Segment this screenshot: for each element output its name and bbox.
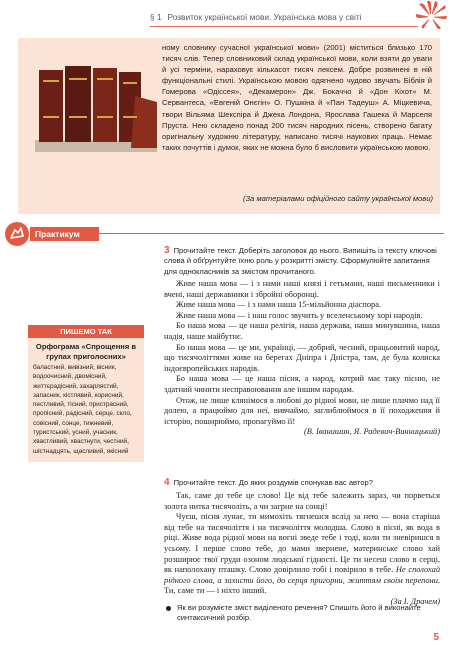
- task-instruction: Прочитайте текст. Доберіть заголовок до нього. Випишіть із тексту ключові слова й обґрунтуйте їхню роль у розкритті змісту. Сформулюйте запитання для однокласників за змістом прочитаного.: [164, 246, 437, 276]
- text-source: (За І. Драчем): [390, 596, 440, 606]
- text-4: [164, 491, 440, 608]
- spelling-box-title: ПИШЕМО ТАК: [28, 325, 144, 338]
- task-number: 3: [164, 245, 170, 256]
- spelling-box-words: баластний, вивізний, вісник, водоочисний, двомісний, життєрадісний, захарлястий, запасник, кістлявий, корисний, пестливий, тісний, пристрасний, пропісний, радісний, серце, скло, совісний, сонце, тижневий, туристський, усний, учасник, хвастливий, хвастнути, честний, шістнадцять, щасливий, якісний: [33, 364, 132, 455]
- paragraph: [164, 512, 440, 597]
- section-title: Розвиток української мови. Українська мова у світі: [167, 12, 362, 22]
- paragraph: Так, саме до тебе це слово! Це від тебе залежить зараз, чи порветься золота нитка тисячоліть, а чи загрне на сонці!: [164, 491, 440, 511]
- practicum-banner: Практикум: [30, 227, 99, 241]
- flower-ornament-icon: [413, 0, 449, 34]
- paragraph: Бо наша мова — це наша релігія, наша держава, наша минувшина, наша надія, наше майбутнє.: [164, 321, 440, 341]
- bullet-text: Як ви розумієте зміст виділеного речення? Спишіть його й виконайте синтаксичний розбір.: [177, 603, 421, 623]
- paragraph: Бо наша мова — це ми, українці, — добрий, чесний, працьовитий народ, що тисячоліттями живе на берегах Дніпра і Дністра, там, де була колиска індоєвропейських народів.: [164, 342, 440, 373]
- paragraph: Отож, не лише клянімося в любові до рідної мови, не лише плачмо над її долею, а працюймо для неї, вивчаймо, заглиблюймося в її походження й історію, поширюймо, пропагуймо її!: [164, 395, 440, 426]
- page-number: 5: [433, 632, 439, 643]
- info-text: ному словнику сучасної української мови» (2001) міститься близько 170 тисяч слів. Тепер словниковий склад української мови, коли взяти до уваги й усі терміни, нараховує кількасот тисяч лексем. Добре розвинені в ній функціональні стилі. Українською мовою одягнено чудово звучать Біблія й Гомерова «Одіссея», «Декамерон» Дж. Бокаччо й «Дон Кіхот» М. Сервантеса, «Евгеній Онєгін» О. Пушкіна й «Пан Тадеуш» А. Міцкевича, твори Вільяма Шекспіра й Джека Лондона, Ярослава Гашека й Марселя Пруста. Нею складено понад 200 тисяч народних пісень, створено багату оригінальну художню літературу, написано тисячі наукових праць. Немає таких почуттів і думок, яких не можна було б висловити українською мовою.: [162, 43, 432, 152]
- bullet-icon: [166, 606, 171, 611]
- paragraph: Бо наша мова — це наша пісня, а народ, котрий має таку пісню, не здатний чинити несправоювання але іншим народам.: [164, 374, 440, 394]
- practicum-hand-icon: [4, 221, 30, 247]
- books-image: [35, 56, 157, 152]
- paragraph: Живе наша мова — і з нами наша 15-мільйонна діаспора.: [176, 300, 382, 310]
- running-header: [150, 8, 418, 27]
- task-instruction: Прочитайте текст. До яких роздумів спонукав вас автор?: [173, 478, 373, 487]
- paragraph-text: Ти, саме ти — і ніхто інший.: [164, 586, 267, 596]
- paragraph-text: Чуєш, пісня лунає, ти мимохіть тягнешся вслід за нею — вона старіша від тебе на тисячоліття і на тисячоліття молодша. Слово в пісні, як вода в ріці. Живе вода рідної мови на вогні зведе тебе і тоді, коли ти зневіришся в усьому. І перше слово тебе, до мами звернене, материнське слово хай розширює твої груди озоном людської гідності. Це ти несеш слово в серці, як наполохану пташку. Слово довірлило тобі і повірило в тебе.: [164, 512, 440, 575]
- section-number: § 1: [150, 12, 162, 22]
- task-number: 4: [164, 477, 170, 488]
- highlighted-sentence: Не сполохай рідного слова, а захисти його, до серця пригорни, життям своїм перепони.: [164, 565, 441, 585]
- paragraph: Живе наша мова — і з нами наші князі і гетьмани, наші письменники і вчені, наші державники і збройні оборонці.: [164, 279, 440, 299]
- text-source: (В. Іванишин, Я. Радевич-Винницький): [303, 427, 440, 437]
- spelling-box-subtitle: Орфограма «Спрощення в групах приголосних»: [35, 342, 137, 361]
- paragraph: Живе наша мова — і наш голос звучить у вселенському хорі народів.: [176, 310, 423, 320]
- bullet-task: [164, 603, 440, 624]
- info-source: (За матеріалами офіційного сайту української мови): [242, 194, 433, 203]
- task-3: [164, 246, 442, 277]
- task-4: [164, 478, 442, 488]
- spelling-box: [28, 325, 144, 462]
- text-3: [164, 279, 440, 438]
- practicum-rule: [99, 233, 444, 234]
